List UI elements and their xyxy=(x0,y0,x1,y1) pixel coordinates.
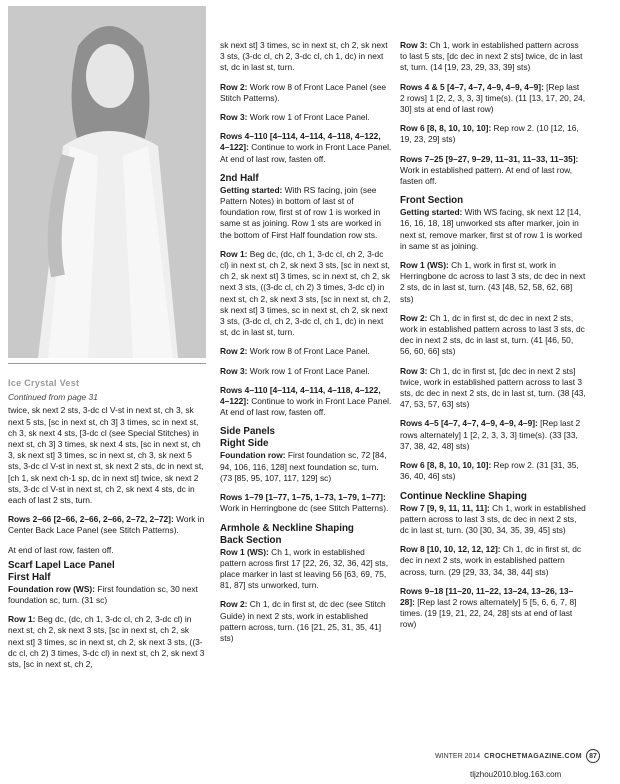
paragraph xyxy=(400,366,586,411)
paragraph xyxy=(400,418,586,452)
row-text: Ch 1, work in established pattern across first 17 [22, 26, 32, 36, 42] sts, place marker in last st leaving 56 [63, 69, 75, 81, 87] sts unworked, turn. xyxy=(220,546,389,591)
row-label: Row 1: xyxy=(8,614,36,625)
paragraph xyxy=(400,154,586,188)
row-text: Rep row 2. (10 [12, 16, 19, 23, 29] sts) xyxy=(400,123,579,145)
section-heading: 2nd Half xyxy=(220,172,259,184)
row-label: Row 3: xyxy=(220,112,248,123)
paragraph: twice, sk next 2 sts, 3-dc cl V-st in next st, ch 3, sk next 5 sts, [sc in next st, ch 3] 3 times, sc in next st, ch 3, sk next 4 sts, [3-dc cl (see Special Stitches) in next st, ch 3] 3 times, sk next 4 sts, [sc in next st, ch 3, sk next st] 3 times, sc in next st, ch 3, sk next 5 sts, 3-dc cl V-st in next st, sk next 2 sts, dc in next st, [ch 1, sk next ch-1 sp, dc in next st] twice, sk next 2 sts, 3-dc cl V-st in next st, ch 2, sk next 4 sts, dc in each of last 2 sts, turn. xyxy=(8,405,204,506)
subsection-heading: First Half xyxy=(8,571,51,583)
section-heading: Side Panels xyxy=(220,426,275,438)
row-label: Row 6 [8, 8, 10, 10, 10]: xyxy=(400,123,492,134)
pattern-title: Ice Crystal Vest xyxy=(8,378,80,388)
paragraph xyxy=(220,366,392,377)
paragraph xyxy=(400,544,586,578)
section-heading: Front Section xyxy=(400,195,464,207)
row-label: Rows 9–18 [11–20, 11–22, 13–24, 13–26, 13–28]: xyxy=(400,585,574,607)
row-label: Rows 4 & 5 [4–7, 4–7, 4–9, 4–9, 4–9]: xyxy=(400,81,544,92)
paragraph xyxy=(8,584,206,606)
paragraph xyxy=(400,460,586,482)
row-text: With RS facing, join (see Pattern Notes) in bottom of last st of foundation row, first st of row 1 is worked in same st as joining. Row 1 sts are worked in the bottom of First Half foundation row sts. xyxy=(220,184,382,240)
paragraph xyxy=(400,123,586,145)
paragraph xyxy=(220,346,392,357)
paragraph: At end of last row, fasten off. xyxy=(8,544,114,555)
row-label: Rows 7–25 [9–27, 9–29, 11–31, 11–33, 11–35]: xyxy=(400,153,579,164)
site-name: CROCHETMAGAZINE.COM xyxy=(484,752,582,760)
row-text: Work in Herringbone dc (see Stitch Patterns). xyxy=(220,503,389,514)
row-text: Beg dc, (dc, ch 1, 3-dc cl, ch 2, 3-dc cl) in next st, ch 2, sk next 3 sts, [sc in next st, ch 2, sk next st] 3 times, sc in next st, ch 2, sk next 3 sts, ((3-dc cl, ch 2) 3 times, 3-dc cl) in next st, ch 2, sk next 3 sts, [sc in next st, ch 2, sk next st] 3 times, sc in next st, ch 2, sk next 3 sts, (3-dc cl, ch 2, 3-dc cl, ch 1, dc) in next st, dc in last st, turn. xyxy=(220,248,391,338)
row-text: Work row 8 of Front Lace Panel. xyxy=(247,346,370,357)
row-text: [Rep last 2 rows alternately] 5 [5, 6, 6, 7, 8] times. (19 [19, 21, 22, 24, 28] sts at end of last row) xyxy=(400,596,577,630)
row-text: Work row 8 of Front Lace Panel (see Stitch Patterns). xyxy=(220,81,387,103)
row-label: Row 2: xyxy=(220,81,248,92)
paragraph xyxy=(8,614,206,670)
row-text: Ch 1, dc in first st, dc dec (see Stitch Guide) in next 2 sts, work in established pattern across, turn. (16 [21, 25, 31, 35, 41] sts) xyxy=(220,599,386,643)
paragraph xyxy=(8,514,206,536)
row-text: Rep row 2. (31 [31, 35, 36, 40, 46] sts) xyxy=(400,460,579,482)
row-text: Ch 1, dc in first st, dc dec in next 2 sts, work in established pattern across to last 3 sts, dc dec in next 2 sts, dc in last st, turn. (41 [46, 50, 56, 60, 66] sts) xyxy=(400,312,585,357)
paragraph xyxy=(220,112,392,123)
row-text: Ch 1, work in established pattern across to last 3 sts, dc dec in next 2 sts, dc in last st, turn. (30 [30, 34, 35, 39, 45] sts) xyxy=(400,502,586,535)
paragraph xyxy=(220,131,392,165)
paragraph xyxy=(400,313,586,358)
row-text: Work in established pattern. At end of last row, fasten off. xyxy=(400,164,573,187)
page-footer xyxy=(380,749,600,763)
row-text: Continue to work in Front Lace Panel. At end of last row, fasten off. xyxy=(220,396,392,418)
section-heading: Armhole & Neckline Shaping xyxy=(220,522,354,534)
paragraph xyxy=(220,385,392,419)
row-label: Row 1: xyxy=(220,248,248,259)
row-label: Rows 1–79 [1–77, 1–75, 1–73, 1–79, 1–77]: xyxy=(220,492,386,503)
issue-label: WINTER 2014 xyxy=(435,752,481,760)
column-3 xyxy=(400,40,586,639)
paragraph xyxy=(400,82,586,116)
row-text: Beg dc, (dc, ch 1, 3-dc cl, ch 2, 3-dc cl) in next st, ch 2, sk next 3 sts, [sc in next st, ch 2, sk next st] 3 times, sc in next st, ch 2, sk next 3 sts, ((3-dc cl, ch 2) 3 times, 3-dc cl) in next st, ch 2, sk next 3 sts, [sc in next st, ch 2, xyxy=(8,614,205,670)
paragraph xyxy=(400,503,586,537)
paragraph: sk next st] 3 times, sc in next st, ch 2, sk next 3 sts, (3-dc cl, ch 2, 3-dc cl, ch 1, dc) in next st, dc in last st, turn. xyxy=(220,40,388,73)
row-text: [Rep last 2 rows] 1 [2, 2, 3, 3, 3] time(s). (11 [13, 17, 20, 24, 30] sts at end of last row) xyxy=(400,81,586,115)
row-label: Rows 2–66 [2–66, 2–66, 2–66, 2–72, 2–72]: xyxy=(8,514,174,525)
row-label: Row 2: xyxy=(220,599,248,610)
model-photo-illustration xyxy=(8,6,206,358)
row-label: Getting started: xyxy=(220,184,283,195)
row-label: Row 1 (WS): xyxy=(220,546,269,557)
page-number: 87 xyxy=(586,749,600,763)
section-heading: Scarf Lapel Lace Panel xyxy=(8,559,115,571)
paragraph xyxy=(400,40,586,74)
paragraph xyxy=(220,599,392,644)
row-text: Work row 1 of Front Lace Panel. xyxy=(247,365,370,376)
row-label: Row 3: xyxy=(220,365,248,376)
paragraph xyxy=(400,207,586,252)
row-label: Row 1 (WS): xyxy=(400,260,449,271)
paragraph xyxy=(220,185,392,241)
watermark: tljzhou2010.blog.163.com xyxy=(470,770,562,779)
row-label: Row 2: xyxy=(400,312,428,323)
row-text: Work row 1 of Front Lace Panel. xyxy=(247,112,370,123)
row-text: [Rep last 2 rows alternately] 1 [2, 2, 3, 3, 3] time(s). (33 [33, 37, 38, 42, 48] sts) xyxy=(400,418,581,451)
continued-note: Continued from page 31 xyxy=(8,392,98,403)
row-label: Row 2: xyxy=(220,346,248,357)
paragraph xyxy=(220,492,392,514)
row-label: Row 3: xyxy=(400,40,428,50)
row-label: Rows 4–110 [4–114, 4–114, 4–118, 4–122, 4–122]: xyxy=(220,131,381,153)
row-text: First foundation sc, 72 [84, 94, 106, 116, 128] next foundation sc, turn. (73 [85, 95, 107, 117, 129] sc) xyxy=(220,450,387,483)
row-label: Row 6 [8, 8, 10, 10, 10]: xyxy=(400,460,492,471)
paragraph xyxy=(220,82,392,104)
row-text: First foundation sc, 30 next foundation sc, turn. (31 sc) xyxy=(8,583,198,606)
row-label: Foundation row (WS): xyxy=(8,583,95,594)
paragraph xyxy=(220,249,392,339)
column-1 xyxy=(8,378,206,678)
row-label: Foundation row: xyxy=(220,450,286,461)
row-text: Ch 1, dc in first st, dc dec in next 2 sts, work in established pattern across, turn. (29 [29, 33, 34, 38, 44] sts) xyxy=(400,544,582,577)
section-heading: Continue Neckline Shaping xyxy=(400,490,527,502)
row-text: Ch 1, work in established pattern across to last 5 sts, [dc dec in next 2 sts] twice, dc in last st, turn. (14 [19, 23, 29, 33, 39] sts) xyxy=(400,40,583,73)
row-label: Rows 4–110 [4–114, 4–114, 4–118, 4–122, 4–122]: xyxy=(220,384,381,407)
row-text: With WS facing, sk next 12 [14, 16, 16, 18, 18] unworked sts after marker, join in next st, remove marker, first st of row 1 is worked in same st as joining. xyxy=(400,207,582,251)
row-text: Ch 1, dc in first st, [dc dec in next 2 sts] twice, work in established pattern across to last 3 sts, dc dec in next 2 sts, dc in last st, turn. (38 [43, 47, 53, 57, 63] sts) xyxy=(400,365,586,410)
row-text: Ch 1, work in first st, work in Herringbone dc across to last 3 sts, dc dec in next 2 sts, dc in last st, turn. (43 [48, 52, 58, 62, 68] sts) xyxy=(400,260,586,304)
paragraph xyxy=(400,260,586,305)
model-photo xyxy=(8,6,206,358)
row-label: Rows 4–5 [4–7, 4–7, 4–9, 4–9, 4–9]: xyxy=(400,418,538,429)
row-label: Row 7 [9, 9, 11, 11, 11]: xyxy=(400,502,490,513)
subsection-heading: Right Side xyxy=(220,438,269,450)
paragraph xyxy=(220,450,392,484)
row-text: Work in Center Back Lace Panel (see Stitch Patterns). xyxy=(8,514,205,536)
row-text: Continue to work in Front Lace Panel. At end of last row, fasten off. xyxy=(220,142,392,164)
subsection-heading: Back Section xyxy=(220,534,282,546)
photo-divider xyxy=(8,363,206,364)
paragraph xyxy=(220,547,392,592)
row-label: Getting started: xyxy=(400,207,463,218)
row-label: Row 3: xyxy=(400,365,428,376)
paragraph xyxy=(400,586,586,631)
row-label: Row 8 [10, 10, 12, 12, 12]: xyxy=(400,544,501,555)
column-2 xyxy=(220,40,392,652)
